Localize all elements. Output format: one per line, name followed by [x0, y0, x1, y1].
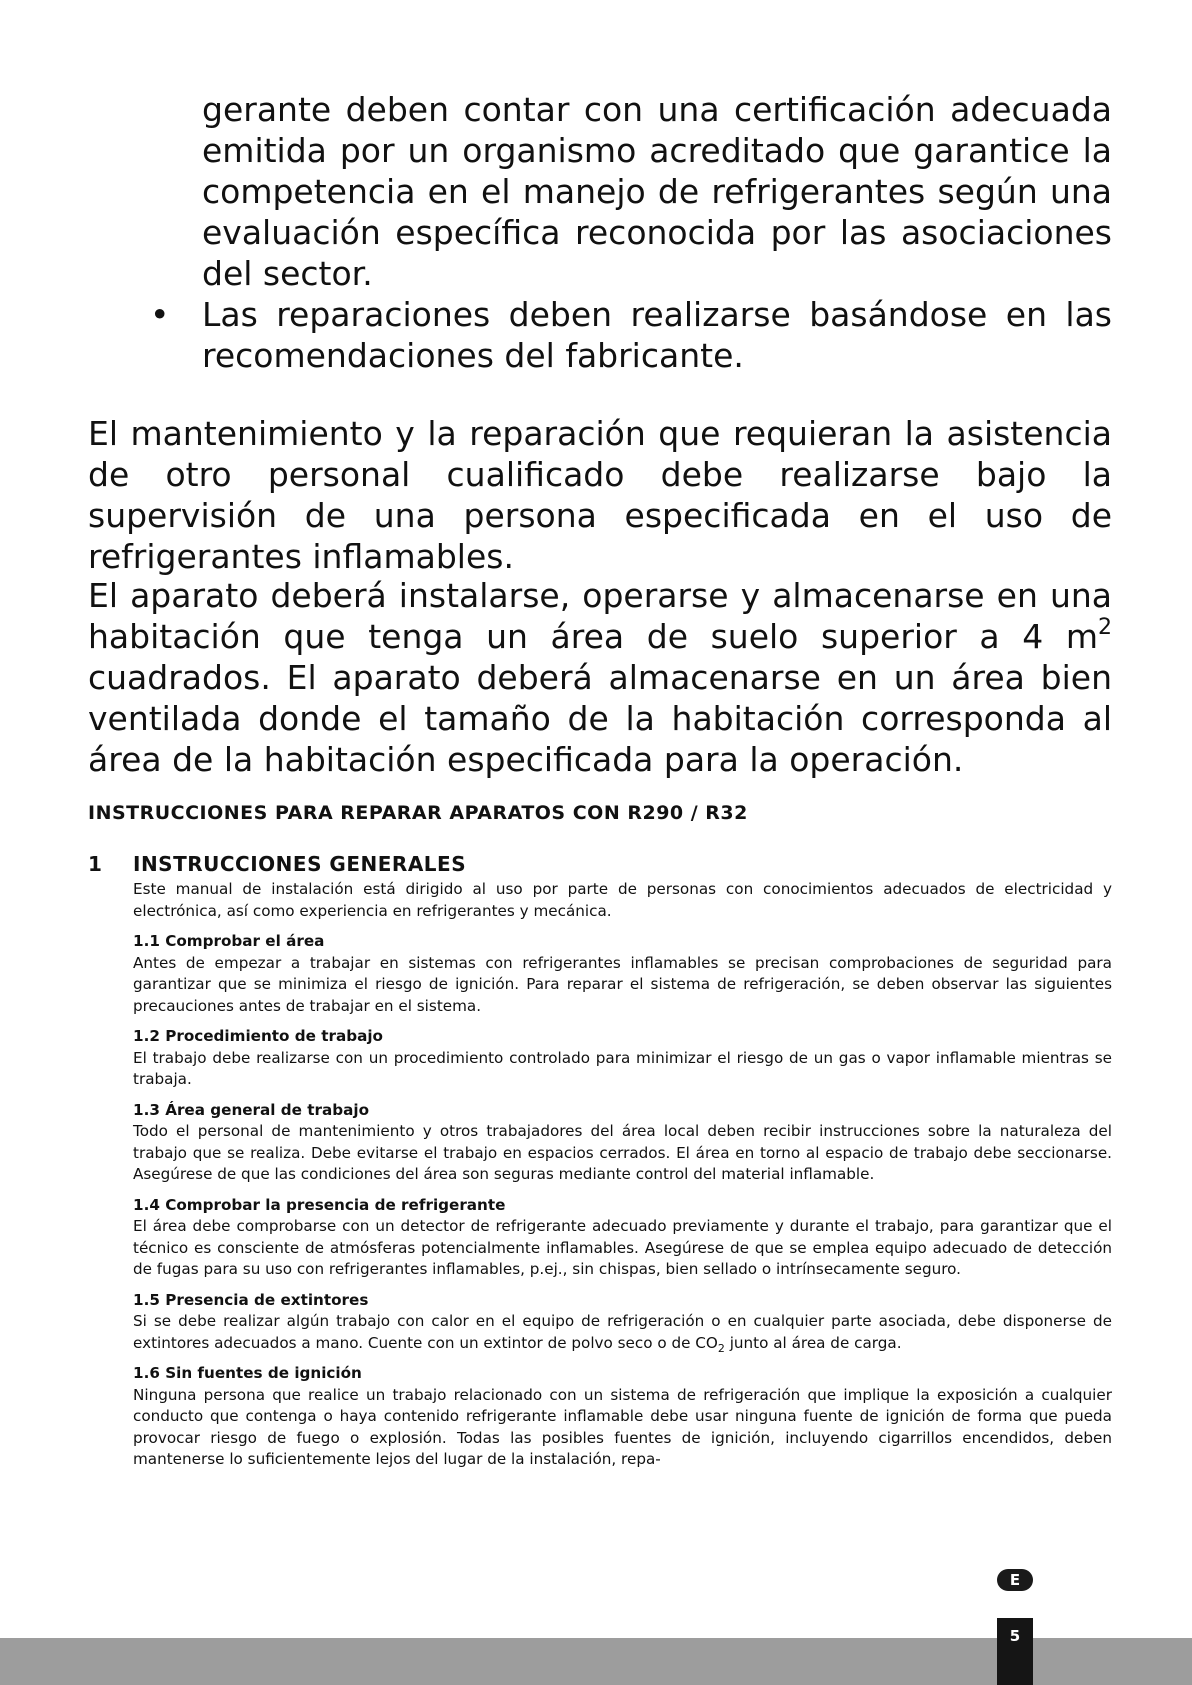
subsection-text: Ninguna persona que realice un trabajo relacionado con un sistema de refrigeración que implique la exposición a cualquier conducto que contenga o haya contenido refrigerante inflamable debe usar ninguna fuente de ignición de forma que pueda provocar riesgo de fuego o explosión. Todas las posibles fuentes de ignición, incluyendo cigarrillos encendidos, deben mantenerse lo suficientemente lejos del lugar de la instalación, repa- [133, 1385, 1112, 1468]
subsection-title: 1.1 Comprobar el área [133, 932, 325, 950]
subsection-text: Todo el personal de mantenimiento y otros trabajadores del área local deben recibir instrucciones sobre la naturaleza del trabajo que se realiza. Debe evitarse el trabajo en espacios cerrados. El área en torno al espacio de trabajo debe seccionarse. Asegúrese de que las condiciones del área son seguras mediante control del material inflamable. [133, 1122, 1112, 1183]
room-area-text-end: cuadrados. El aparato deberá almacenarse en un área bien ventilada donde el tamaño de la habitación corresponda al área de la habitación especificada para la operación. [88, 658, 1112, 779]
maintenance-paragraph: El mantenimiento y la reparación que requieran la asistencia de otro personal cualificado debe realizarse bajo la supervisión de una persona especificada en el uso de refrigerantes inflamables. [88, 414, 1112, 576]
page-number: 5 [997, 1618, 1033, 1685]
bullet-item [150, 294, 1112, 376]
section-intro: Este manual de instalación está dirigido al uso por parte de personas con conocimientos adecuados de electricidad y electrónica, así como experiencia en refrigerantes y mecánica. [133, 880, 1112, 920]
subsection-text [133, 1311, 1112, 1354]
section-body [133, 879, 1112, 1471]
bullet-text: Las reparaciones deben realizarse basándose en las recomendaciones del fabricante. [202, 295, 1112, 375]
subsection-title: 1.4 Comprobar la presencia de refrigerante [133, 1195, 506, 1214]
subsection-text: El trabajo debe realizarse con un procedimiento controlado para minimizar el riesgo de un gas o vapor inflamable mientras se trabaja. [133, 1048, 1112, 1088]
extinguisher-text-end: junto al área de carga. [724, 1333, 902, 1352]
language-badge: E [997, 1569, 1033, 1591]
subsection-text: Antes de empezar a trabajar en sistemas con refrigerantes inflamables se precisan comprobaciones de seguridad para garantizar que se minimiza el riesgo de ignición. Para reparar el sistema de refrigeración, se deben observar las siguientes precauciones antes de trabajar en el sistema. [133, 953, 1112, 1015]
section-title: INSTRUCCIONES GENERALES [133, 852, 467, 876]
subsection-title: 1.6 Sin fuentes de ignición [133, 1364, 362, 1382]
section-heading: INSTRUCCIONES PARA REPARAR APARATOS CON R290 / R32 [88, 802, 748, 824]
subsection-title: 1.5 Presencia de extintores [133, 1290, 369, 1309]
subsection-title: 1.2 Procedimiento de trabajo [133, 1027, 383, 1045]
co2-subscript: 2 [717, 1341, 725, 1355]
squared-superscript: 2 [1098, 615, 1112, 640]
room-area-paragraph [88, 575, 1112, 780]
room-area-text-start: El aparato deberá instalarse, operarse y almacenarse en una habitación que tenga un área de suelo superior a 4 m [88, 576, 1112, 656]
section-number: 1 [88, 852, 102, 876]
extinguisher-text-start: Si se debe realizar algún trabajo con calor en el equipo de refrigeración o en cualquier parte asociada, debe disponerse de extintores adecuados a mano. Cuente con un extintor de polvo seco o de CO [133, 1312, 1112, 1352]
continued-bullet-text: gerante deben contar con una certificación adecuada emitida por un organismo acreditado que garantice la competencia en el manejo de refrigerantes según una evaluación específica reconocida por las asociaciones del sector. [202, 90, 1112, 293]
subsection-text: El área debe comprobarse con un detector de refrigerante adecuado previamente y durante el trabajo, para garantizar que el técnico es consciente de atmósferas potencialmente inflamables. Asegúrese de que se emplea equipo adecuado de detección de fugas para su uso con refrigerantes inflamables, p.ej., sin chispas, bien sellado o intrínsecamente seguro. [133, 1217, 1112, 1278]
bullet-icon: • [150, 295, 170, 334]
subsection-title: 1.3 Área general de trabajo [133, 1100, 370, 1119]
